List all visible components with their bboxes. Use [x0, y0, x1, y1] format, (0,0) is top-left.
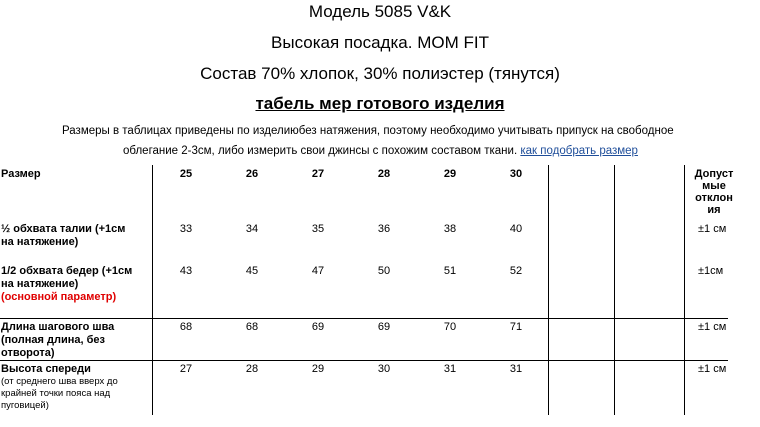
main-parameter-note: (основной параметр) [1, 291, 117, 303]
table-cell: 29 [311, 363, 325, 375]
size-note-text: облегание 2-3см, либо измерить свои джинсы с похожим составом ткани. [123, 145, 518, 157]
model-title: Модель 5085 V&K [308, 2, 452, 21]
table-divider-tolerance [684, 165, 685, 415]
size-guide-link[interactable]: как подобрать размер [520, 145, 638, 157]
tolerance-cell: ±1 см [698, 321, 727, 333]
table-divider-extra [548, 165, 549, 415]
fit-title: Высокая посадка. MOM FIT [271, 33, 489, 52]
table-row-rule [0, 318, 728, 319]
table-cell: 28 [245, 363, 259, 375]
table-row-rule [0, 360, 728, 361]
size-header: 28 [377, 168, 391, 180]
table-cell: 43 [179, 265, 193, 277]
table-cell: 68 [245, 321, 259, 333]
tolerance-header: Допуст мые отклон ия [694, 168, 734, 216]
table-cell: 50 [377, 265, 391, 277]
size-note-line-1: Размеры в таблицах приведены по изделиюбез натяжения, поэтому необходимо учитывать припуск на свободное [62, 125, 674, 137]
table-cell: 51 [443, 265, 457, 277]
table-cell: 68 [179, 321, 193, 333]
table-cell: 36 [377, 223, 391, 235]
table-cell: 40 [509, 223, 523, 235]
size-header: 25 [179, 168, 193, 180]
table-cell: 34 [245, 223, 259, 235]
table-cell: 69 [377, 321, 391, 333]
table-cell: 69 [311, 321, 325, 333]
table-cell: 52 [509, 265, 523, 277]
size-header: 26 [245, 168, 259, 180]
row-label-front-rise: Высота спереди [1, 363, 91, 375]
row-label-inseam: Длина шагового шва (полная длина, без отворота) [1, 321, 115, 359]
table-cell: 30 [377, 363, 391, 375]
size-header-label: Размер [1, 168, 41, 180]
table-cell: 31 [509, 363, 523, 375]
table-cell: 38 [443, 223, 457, 235]
row-label-hips: 1/2 обхвата бедер (+1см на натяжение) (основной параметр) [1, 265, 151, 304]
size-note-line-2 [123, 145, 638, 157]
table-cell: 47 [311, 265, 325, 277]
row-sublabel-front-rise: (от среднего шва вверх до крайней точки пояса над пуговицей) [1, 376, 118, 411]
size-table-title: табель мер готового изделия [255, 94, 505, 113]
row-label-waist: ½ обхвата талии (+1см на натяжение) [1, 223, 126, 248]
table-divider-label [152, 165, 153, 415]
tolerance-cell: ±1см [698, 265, 724, 277]
table-cell: 33 [179, 223, 193, 235]
table-cell: 70 [443, 321, 457, 333]
size-header: 27 [311, 168, 325, 180]
size-header: 30 [509, 168, 523, 180]
composition-title: Состав 70% хлопок, 30% полиэстер (тянутся) [200, 64, 560, 83]
table-cell: 45 [245, 265, 259, 277]
table-cell: 27 [179, 363, 193, 375]
table-divider-extra-2 [614, 165, 615, 415]
table-cell: 31 [443, 363, 457, 375]
table-cell: 71 [509, 321, 523, 333]
tolerance-cell: ±1 см [698, 223, 727, 235]
tolerance-cell: ±1 см [698, 363, 727, 375]
size-header: 29 [443, 168, 457, 180]
table-cell: 35 [311, 223, 325, 235]
